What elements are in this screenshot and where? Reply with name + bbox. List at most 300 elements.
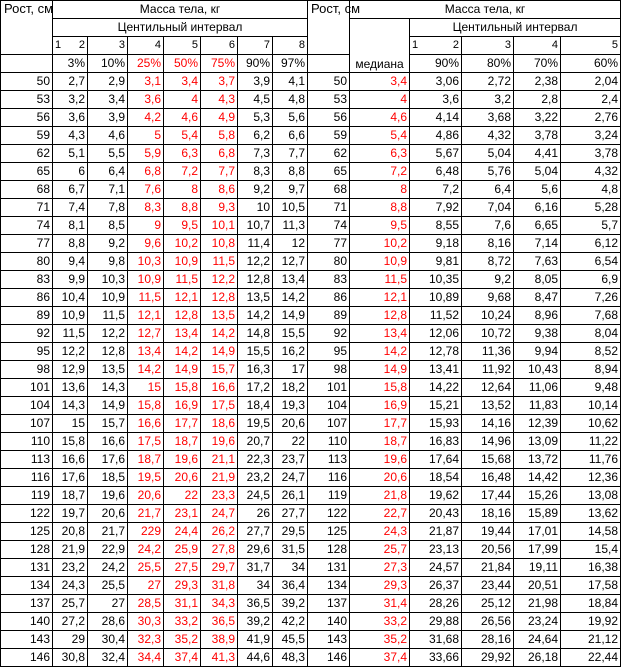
mass-cell: 14,2 bbox=[128, 361, 164, 379]
mass-cell: 34,4 bbox=[128, 649, 164, 667]
interval-cell: 13,72 bbox=[514, 451, 561, 469]
interval-cell: 6,48 bbox=[410, 163, 462, 181]
height-cell: 98 bbox=[1, 361, 53, 379]
interval-cell: 4,41 bbox=[514, 145, 561, 163]
interval-cell: 19,11 bbox=[514, 559, 561, 577]
interval-cell: 6,9 bbox=[561, 271, 621, 289]
interval-cell: 8,47 bbox=[514, 289, 561, 307]
interval-cell: 8,52 bbox=[561, 343, 621, 361]
median-cell: 22,7 bbox=[350, 505, 410, 523]
interval-cell: 18,84 bbox=[561, 595, 621, 613]
mass-cell: 5,1 bbox=[53, 145, 88, 163]
mass-cell: 12,8 bbox=[238, 271, 273, 289]
table-row bbox=[1, 613, 621, 631]
height-cell-right: 92 bbox=[308, 325, 350, 343]
mass-cell: 45,5 bbox=[273, 631, 308, 649]
height-cell: 113 bbox=[1, 451, 53, 469]
height-cell: 77 bbox=[1, 235, 53, 253]
height-cell: 56 bbox=[1, 109, 53, 127]
interval-cell: 7,2 bbox=[410, 181, 462, 199]
mass-cell: 17,5 bbox=[201, 397, 238, 415]
mass-cell: 25,9 bbox=[164, 541, 201, 559]
mass-cell: 27,8 bbox=[201, 541, 238, 559]
mass-cell: 6,8 bbox=[201, 145, 238, 163]
interval-cell: 2,4 bbox=[561, 91, 621, 109]
mass-cell: 11,5 bbox=[53, 325, 88, 343]
height-cell-right: 59 bbox=[308, 127, 350, 145]
mass-cell: 5 bbox=[128, 127, 164, 145]
interval-cell: 8,96 bbox=[514, 307, 561, 325]
interval-cell: 7,68 bbox=[561, 307, 621, 325]
interval-cell: 6,16 bbox=[514, 199, 561, 217]
interval-cell: 4,32 bbox=[561, 163, 621, 181]
mass-cell: 4,6 bbox=[88, 127, 128, 145]
mass-cell: 19,6 bbox=[201, 433, 238, 451]
height-cell-right: 107 bbox=[308, 415, 350, 433]
pct-25: 25% bbox=[128, 55, 164, 73]
interval-cell: 5,04 bbox=[514, 163, 561, 181]
mass-cell: 16,6 bbox=[128, 415, 164, 433]
mass-cell: 2,9 bbox=[88, 73, 128, 91]
mass-cell: 26,2 bbox=[201, 523, 238, 541]
mass-cell: 31,5 bbox=[273, 541, 308, 559]
height-cell-right: 143 bbox=[308, 631, 350, 649]
mass-cell: 9,7 bbox=[273, 181, 308, 199]
height-header-left-blank bbox=[1, 55, 53, 73]
mass-cell: 17,6 bbox=[88, 451, 128, 469]
mass-cell: 16,6 bbox=[88, 433, 128, 451]
mass-header-left: Масса тела, кг bbox=[53, 1, 308, 19]
mass-cell: 9,5 bbox=[164, 217, 201, 235]
interval-cell: 18,16 bbox=[462, 505, 514, 523]
mass-cell: 29,3 bbox=[164, 577, 201, 595]
interval-cell: 15,68 bbox=[462, 451, 514, 469]
interval-cell: 14,42 bbox=[514, 469, 561, 487]
mass-cell: 14,8 bbox=[238, 325, 273, 343]
interval-cell: 9,38 bbox=[514, 325, 561, 343]
table-row bbox=[1, 361, 621, 379]
table-row bbox=[1, 73, 621, 91]
interval-cell: 14,96 bbox=[462, 433, 514, 451]
mass-cell: 6,3 bbox=[164, 145, 201, 163]
mass-cell: 9,4 bbox=[53, 253, 88, 271]
height-cell: 137 bbox=[1, 595, 53, 613]
mass-cell: 18,5 bbox=[88, 469, 128, 487]
interval-header-right: Центильный интервал bbox=[410, 19, 621, 37]
height-cell: 89 bbox=[1, 307, 53, 325]
mass-cell: 20,6 bbox=[128, 487, 164, 505]
index-7: 7 bbox=[238, 37, 273, 55]
median-cell: 3,4 bbox=[350, 73, 410, 91]
mass-cell: 25,5 bbox=[88, 577, 128, 595]
mass-cell: 44,6 bbox=[238, 649, 273, 667]
mass-cell: 15,8 bbox=[164, 379, 201, 397]
mass-cell: 26 bbox=[238, 505, 273, 523]
interval-cell: 3,6 bbox=[410, 91, 462, 109]
index-1: 1 bbox=[55, 39, 62, 51]
mass-cell: 7,7 bbox=[201, 163, 238, 181]
median-cell: 10,9 bbox=[350, 253, 410, 271]
height-cell-right: 68 bbox=[308, 181, 350, 199]
interval-cell: 17,58 bbox=[561, 577, 621, 595]
height-cell: 140 bbox=[1, 613, 53, 631]
interval-cell: 5,7 bbox=[561, 217, 621, 235]
interval-cell: 8,16 bbox=[462, 235, 514, 253]
median-cell: 8 bbox=[350, 181, 410, 199]
mass-cell: 229 bbox=[128, 523, 164, 541]
median-cell: 20,6 bbox=[350, 469, 410, 487]
mass-cell: 11,4 bbox=[238, 235, 273, 253]
mass-cell: 24,2 bbox=[88, 559, 128, 577]
table-row bbox=[1, 397, 621, 415]
mass-cell: 8,5 bbox=[88, 217, 128, 235]
median-cell: 19,6 bbox=[350, 451, 410, 469]
mass-cell: 7,3 bbox=[238, 145, 273, 163]
interval-cell: 11,22 bbox=[561, 433, 621, 451]
mass-cell: 15,7 bbox=[201, 361, 238, 379]
mass-cell: 10,4 bbox=[53, 289, 88, 307]
median-cell: 9,5 bbox=[350, 217, 410, 235]
mass-cell: 12,1 bbox=[164, 289, 201, 307]
interval-cell: 6,4 bbox=[462, 181, 514, 199]
mass-cell: 10,9 bbox=[164, 253, 201, 271]
mass-cell: 14,9 bbox=[201, 343, 238, 361]
mass-cell: 2,7 bbox=[53, 73, 88, 91]
index-8: 8 bbox=[273, 37, 308, 55]
mass-cell: 41,3 bbox=[201, 649, 238, 667]
median-cell: 11,5 bbox=[350, 271, 410, 289]
mass-cell: 22 bbox=[164, 487, 201, 505]
interval-cell: 20,51 bbox=[514, 577, 561, 595]
height-cell-right: 146 bbox=[308, 649, 350, 667]
mass-cell: 27 bbox=[88, 595, 128, 613]
mass-cell: 25,7 bbox=[53, 595, 88, 613]
mass-cell: 3,4 bbox=[88, 91, 128, 109]
interval-cell: 13,52 bbox=[462, 397, 514, 415]
height-cell: 86 bbox=[1, 289, 53, 307]
mass-cell: 16,2 bbox=[273, 343, 308, 361]
interval-cell: 6,65 bbox=[514, 217, 561, 235]
interval-cell: 10,24 bbox=[462, 307, 514, 325]
median-cell: 21,8 bbox=[350, 487, 410, 505]
height-header-right-blank bbox=[308, 55, 350, 73]
height-cell-right: 80 bbox=[308, 253, 350, 271]
table-row bbox=[1, 433, 621, 451]
mass-cell: 7,8 bbox=[88, 199, 128, 217]
height-cell: 62 bbox=[1, 145, 53, 163]
height-cell: 131 bbox=[1, 559, 53, 577]
interval-cell: 4,8 bbox=[561, 181, 621, 199]
mass-cell: 13,5 bbox=[201, 307, 238, 325]
interval-cell: 11,83 bbox=[514, 397, 561, 415]
index-3: 3 bbox=[88, 37, 128, 55]
mass-cell: 16,6 bbox=[53, 451, 88, 469]
mass-cell: 10,9 bbox=[53, 307, 88, 325]
table-row bbox=[1, 469, 621, 487]
mass-cell: 18,4 bbox=[238, 397, 273, 415]
mass-cell: 27,2 bbox=[53, 613, 88, 631]
mass-cell: 7,4 bbox=[53, 199, 88, 217]
mass-cell: 26,1 bbox=[273, 487, 308, 505]
table-row bbox=[1, 163, 621, 181]
table-row bbox=[1, 595, 621, 613]
mass-cell: 12,7 bbox=[128, 325, 164, 343]
mass-cell: 14,2 bbox=[238, 307, 273, 325]
mass-cell: 7,6 bbox=[128, 181, 164, 199]
mass-cell: 18,7 bbox=[53, 487, 88, 505]
table-row bbox=[1, 199, 621, 217]
mass-cell: 11,5 bbox=[201, 253, 238, 271]
mass-cell: 6,7 bbox=[53, 181, 88, 199]
mass-cell: 34 bbox=[238, 577, 273, 595]
interval-cell: 10,62 bbox=[561, 415, 621, 433]
median-cell: 33,2 bbox=[350, 613, 410, 631]
mass-cell: 5,5 bbox=[88, 145, 128, 163]
mass-cell: 18,6 bbox=[201, 415, 238, 433]
table-row bbox=[1, 253, 621, 271]
height-cell-right: 50 bbox=[308, 73, 350, 91]
mass-cell: 3,9 bbox=[238, 73, 273, 91]
height-cell: 104 bbox=[1, 397, 53, 415]
median-cell: 8,8 bbox=[350, 199, 410, 217]
mass-cell: 7,7 bbox=[273, 145, 308, 163]
index-r5: 5 bbox=[561, 37, 621, 55]
interval-cell: 7,92 bbox=[410, 199, 462, 217]
interval-cell: 8,94 bbox=[561, 361, 621, 379]
mass-cell: 23,3 bbox=[201, 487, 238, 505]
height-cell: 146 bbox=[1, 649, 53, 667]
mass-cell: 32,3 bbox=[128, 631, 164, 649]
mass-cell: 36,5 bbox=[238, 595, 273, 613]
mass-cell: 14,9 bbox=[164, 361, 201, 379]
median-cell: 27,3 bbox=[350, 559, 410, 577]
interval-cell: 26,37 bbox=[410, 577, 462, 595]
mass-cell: 10,2 bbox=[164, 235, 201, 253]
mass-cell: 19,3 bbox=[273, 397, 308, 415]
median-cell: 13,4 bbox=[350, 325, 410, 343]
height-cell: 65 bbox=[1, 163, 53, 181]
mass-cell: 33,2 bbox=[164, 613, 201, 631]
median-cell: 16,9 bbox=[350, 397, 410, 415]
mass-cell: 12,9 bbox=[53, 361, 88, 379]
median-cell: 4,6 bbox=[350, 109, 410, 127]
mass-cell: 38,9 bbox=[201, 631, 238, 649]
interval-cell: 7,26 bbox=[561, 289, 621, 307]
height-cell-right: 137 bbox=[308, 595, 350, 613]
mass-cell: 4,6 bbox=[164, 109, 201, 127]
table-row bbox=[1, 217, 621, 235]
interval-cell: 5,04 bbox=[462, 145, 514, 163]
mass-cell: 18,7 bbox=[128, 451, 164, 469]
mass-cell: 23,2 bbox=[53, 559, 88, 577]
mass-cell: 6,2 bbox=[238, 127, 273, 145]
median-cell: 37,4 bbox=[350, 649, 410, 667]
interval-cell: 25,12 bbox=[462, 595, 514, 613]
height-cell: 74 bbox=[1, 217, 53, 235]
mass-cell: 12,8 bbox=[88, 343, 128, 361]
interval-cell: 8,05 bbox=[514, 271, 561, 289]
mass-cell: 10,5 bbox=[273, 199, 308, 217]
median-cell: 10,2 bbox=[350, 235, 410, 253]
table-header bbox=[1, 1, 621, 73]
pct-3: 3% bbox=[53, 55, 88, 73]
mass-cell: 12,2 bbox=[53, 343, 88, 361]
table-row bbox=[1, 109, 621, 127]
interval-cell: 28,16 bbox=[462, 631, 514, 649]
height-cell: 59 bbox=[1, 127, 53, 145]
mass-cell: 12,8 bbox=[201, 289, 238, 307]
mass-cell: 19,7 bbox=[53, 505, 88, 523]
median-cell: 14,2 bbox=[350, 343, 410, 361]
interval-cell: 2,38 bbox=[514, 73, 561, 91]
mass-cell: 15,8 bbox=[128, 397, 164, 415]
interval-cell: 3,06 bbox=[410, 73, 462, 91]
index-r3: 3 bbox=[462, 37, 514, 55]
mass-cell: 15 bbox=[128, 379, 164, 397]
mass-cell: 13,4 bbox=[128, 343, 164, 361]
mass-cell: 4,9 bbox=[201, 109, 238, 127]
interval-cell: 15,89 bbox=[514, 505, 561, 523]
mass-cell: 4,5 bbox=[238, 91, 273, 109]
table-row bbox=[1, 271, 621, 289]
mass-cell: 12 bbox=[273, 235, 308, 253]
mass-cell: 42,2 bbox=[273, 613, 308, 631]
interval-cell: 19,44 bbox=[462, 523, 514, 541]
height-cell: 110 bbox=[1, 433, 53, 451]
mass-cell: 12,2 bbox=[88, 325, 128, 343]
mass-cell: 11,3 bbox=[273, 217, 308, 235]
interval-cell: 10,14 bbox=[561, 397, 621, 415]
median-cell: 6,3 bbox=[350, 145, 410, 163]
height-cell-right: 104 bbox=[308, 397, 350, 415]
interval-cell: 17,44 bbox=[462, 487, 514, 505]
mass-cell: 6,4 bbox=[88, 163, 128, 181]
interval-cell: 15,21 bbox=[410, 397, 462, 415]
table-row bbox=[1, 559, 621, 577]
mass-cell: 7,1 bbox=[88, 181, 128, 199]
interval-cell: 13,41 bbox=[410, 361, 462, 379]
mass-cell: 3,9 bbox=[88, 109, 128, 127]
interval-cell: 5,76 bbox=[462, 163, 514, 181]
interval-cell: 18,54 bbox=[410, 469, 462, 487]
interval-cell: 10,35 bbox=[410, 271, 462, 289]
height-cell-right: 113 bbox=[308, 451, 350, 469]
interval-cell: 13,09 bbox=[514, 433, 561, 451]
mass-cell: 5,4 bbox=[164, 127, 201, 145]
height-cell: 101 bbox=[1, 379, 53, 397]
index-r1: 1 bbox=[412, 39, 419, 51]
median-cell: 14,9 bbox=[350, 361, 410, 379]
mass-cell: 29,5 bbox=[273, 523, 308, 541]
height-cell-right: 122 bbox=[308, 505, 350, 523]
mass-cell: 9,8 bbox=[88, 253, 128, 271]
mass-cell: 3,7 bbox=[201, 73, 238, 91]
mass-cell: 22,9 bbox=[88, 541, 128, 559]
table-row bbox=[1, 235, 621, 253]
mass-cell: 41,9 bbox=[238, 631, 273, 649]
interval-cell: 7,14 bbox=[514, 235, 561, 253]
interval-cell: 4,86 bbox=[410, 127, 462, 145]
mass-cell: 8,3 bbox=[238, 163, 273, 181]
mass-cell: 5,3 bbox=[238, 109, 273, 127]
mass-cell: 23,2 bbox=[238, 469, 273, 487]
interval-cell: 11,06 bbox=[514, 379, 561, 397]
mass-cell: 16,6 bbox=[201, 379, 238, 397]
interval-cell: 19,92 bbox=[561, 613, 621, 631]
mass-cell: 17,6 bbox=[53, 469, 88, 487]
mass-cell: 15,5 bbox=[273, 325, 308, 343]
mass-cell: 8,3 bbox=[128, 199, 164, 217]
interval-cell: 26,56 bbox=[462, 613, 514, 631]
median-cell: 5,4 bbox=[350, 127, 410, 145]
interval-cell: 6,54 bbox=[561, 253, 621, 271]
mass-cell: 28,6 bbox=[88, 613, 128, 631]
interval-cell: 8,04 bbox=[561, 325, 621, 343]
mass-cell: 17 bbox=[273, 361, 308, 379]
height-cell: 134 bbox=[1, 577, 53, 595]
mass-cell: 32,4 bbox=[88, 649, 128, 667]
mass-cell: 15,7 bbox=[88, 415, 128, 433]
interval-cell: 13,62 bbox=[561, 505, 621, 523]
mass-cell: 12,8 bbox=[164, 307, 201, 325]
height-header-right: Рост, см bbox=[308, 1, 350, 55]
interval-cell: 11,92 bbox=[462, 361, 514, 379]
mass-cell: 24,7 bbox=[273, 469, 308, 487]
mass-cell: 13,5 bbox=[238, 289, 273, 307]
mass-cell: 14,2 bbox=[201, 325, 238, 343]
interval-cell: 23,24 bbox=[514, 613, 561, 631]
mass-cell: 15 bbox=[53, 415, 88, 433]
table-row bbox=[1, 415, 621, 433]
index-cell-right-1 bbox=[410, 37, 462, 55]
interval-cell: 12,64 bbox=[462, 379, 514, 397]
mass-cell: 13,6 bbox=[53, 379, 88, 397]
pct-97: 97% bbox=[273, 55, 308, 73]
mass-cell: 4,3 bbox=[53, 127, 88, 145]
mass-cell: 27 bbox=[128, 577, 164, 595]
interval-cell: 13,08 bbox=[561, 487, 621, 505]
interval-cell: 28,26 bbox=[410, 595, 462, 613]
mass-cell: 39,2 bbox=[273, 595, 308, 613]
interval-cell: 9,18 bbox=[410, 235, 462, 253]
mass-cell: 8 bbox=[164, 181, 201, 199]
interval-cell: 14,22 bbox=[410, 379, 462, 397]
mass-cell: 12,2 bbox=[201, 271, 238, 289]
mass-cell: 21,7 bbox=[128, 505, 164, 523]
height-cell-right: 86 bbox=[308, 289, 350, 307]
interval-cell: 2,72 bbox=[462, 73, 514, 91]
mass-cell: 3,1 bbox=[128, 73, 164, 91]
interval-cell: 12,36 bbox=[561, 469, 621, 487]
mass-cell: 8,1 bbox=[53, 217, 88, 235]
interval-cell: 21,12 bbox=[561, 631, 621, 649]
mass-cell: 21,7 bbox=[88, 523, 128, 541]
interval-cell: 4,32 bbox=[462, 127, 514, 145]
mass-cell: 14,3 bbox=[88, 379, 128, 397]
mass-cell: 5,8 bbox=[201, 127, 238, 145]
height-cell-right: 125 bbox=[308, 523, 350, 541]
mass-cell: 10,1 bbox=[201, 217, 238, 235]
mass-cell: 14,3 bbox=[53, 397, 88, 415]
interval-cell: 29,88 bbox=[410, 613, 462, 631]
mass-cell: 31,1 bbox=[164, 595, 201, 613]
mass-cell: 5,6 bbox=[273, 109, 308, 127]
interval-cell: 33,66 bbox=[410, 649, 462, 667]
mass-cell: 4,2 bbox=[128, 109, 164, 127]
interval-cell: 7,04 bbox=[462, 199, 514, 217]
pct-r90: 90% bbox=[410, 55, 462, 73]
height-cell: 80 bbox=[1, 253, 53, 271]
